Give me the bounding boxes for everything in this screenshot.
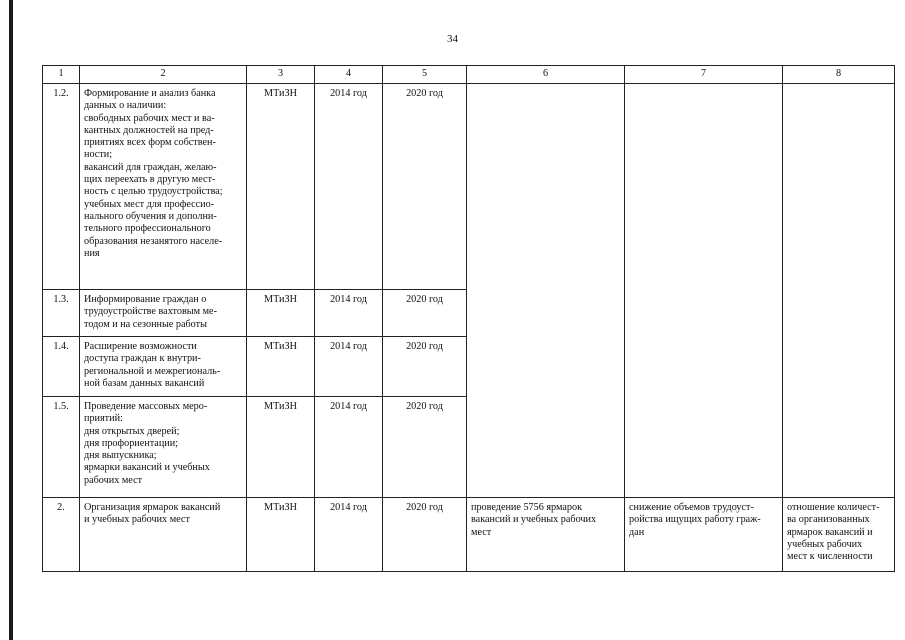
text-line: Организация ярмарок вакансий	[84, 502, 221, 513]
text-line: вакансий и учебных рабочих	[471, 514, 597, 526]
executor-cell: МТиЗН	[247, 337, 315, 397]
text-line: учебных рабочих	[787, 538, 863, 550]
text-line: дня открытых дверей;	[84, 425, 180, 437]
text-line: ния	[84, 247, 100, 259]
expected-result-cell	[467, 498, 625, 572]
row-number: 1.4.	[43, 337, 80, 397]
indicator-cell-empty	[783, 84, 895, 498]
text-line: доступа граждан к внутри-	[84, 353, 201, 365]
text-line: ной базам данных вакансий	[84, 377, 205, 389]
text-line: щих переехать в другую мест-	[84, 174, 216, 186]
end-year-cell: 2020 год	[383, 84, 467, 290]
text-line: нального обучения и дополни-	[84, 210, 217, 222]
text-line: снижение объемов трудоуст-	[629, 502, 754, 513]
risk-cell-empty	[625, 84, 783, 498]
row-number: 1.2.	[43, 84, 80, 290]
start-year-cell: 2014 год	[315, 290, 383, 337]
text-line: тельного профессионального	[84, 223, 211, 235]
measure-description	[80, 397, 247, 498]
measure-description	[80, 290, 247, 337]
text-line: ярмарок вакансий и	[787, 526, 873, 538]
text-line: вакансий для граждан, желаю-	[84, 161, 217, 173]
measure-description	[80, 337, 247, 397]
end-year-cell: 2020 год	[383, 397, 467, 498]
header-cell: 5	[383, 66, 467, 84]
executor-cell: МТиЗН	[247, 290, 315, 337]
indicator-cell	[783, 498, 895, 572]
start-year-cell: 2014 год	[315, 397, 383, 498]
header-cell: 6	[467, 66, 625, 84]
text-line: ва организованных	[787, 514, 870, 526]
risk-cell	[625, 498, 783, 572]
header-cell: 8	[783, 66, 895, 84]
header-cell: 1	[43, 66, 80, 84]
text-line: проведение 5756 ярмарок	[471, 502, 583, 513]
start-year-cell: 2014 год	[315, 498, 383, 572]
expected-result-cell-empty	[467, 84, 625, 498]
text-line: региональной и межрегиональ-	[84, 365, 221, 377]
text-line: мест к численности	[787, 551, 873, 563]
text-line: трудоустройстве вахтовым ме-	[84, 306, 217, 318]
table-header-row	[43, 66, 895, 84]
text-line: ность с целью трудоустройства;	[84, 186, 223, 198]
text-line: дан	[629, 526, 645, 538]
header-cell: 3	[247, 66, 315, 84]
end-year-cell: 2020 год	[383, 290, 467, 337]
page-number: 34	[447, 33, 458, 45]
row-number: 1.3.	[43, 290, 80, 337]
text-line: отношение количест-	[787, 502, 880, 513]
text-line: свободных рабочих мест и ва-	[84, 112, 215, 124]
text-line: и учебных рабочих мест	[84, 514, 190, 526]
measures-table	[42, 65, 895, 572]
executor-cell: МТиЗН	[247, 397, 315, 498]
header-cell: 4	[315, 66, 383, 84]
text-line: ности;	[84, 149, 113, 161]
start-year-cell: 2014 год	[315, 84, 383, 290]
executor-cell: МТиЗН	[247, 84, 315, 290]
executor-cell: МТиЗН	[247, 498, 315, 572]
text-line: Информирование граждан о	[84, 294, 207, 305]
measure-description	[80, 84, 247, 290]
text-line: дня выпускника;	[84, 450, 157, 462]
row-number: 2.	[43, 498, 80, 572]
text-line: дня профориентации;	[84, 437, 179, 449]
measure-description	[80, 498, 247, 572]
end-year-cell: 2020 год	[383, 337, 467, 397]
text-line: тодом и на сезонные работы	[84, 318, 207, 330]
table-row	[43, 498, 895, 572]
end-year-cell: 2020 год	[383, 498, 467, 572]
header-cell: 7	[625, 66, 783, 84]
table-row	[43, 84, 895, 290]
text-line: Проведение массовых меро-	[84, 401, 208, 412]
text-line: данных о наличии:	[84, 100, 167, 112]
text-line: образования незанятого населе-	[84, 235, 223, 247]
text-line: ройства ищущих работу граж-	[629, 514, 761, 526]
header-cell: 2	[80, 66, 247, 84]
binding-edge	[9, 0, 13, 640]
text-line: учебных мест для профессио-	[84, 198, 215, 210]
text-line: ярмарки вакансий и учебных	[84, 462, 210, 474]
text-line: приятий:	[84, 413, 123, 425]
text-line: Расширение возможности	[84, 341, 197, 352]
text-line: Формирование и анализ банка	[84, 88, 216, 99]
text-line: рабочих мест	[84, 474, 143, 486]
text-line: приятиях всех форм собствен-	[84, 137, 216, 149]
text-line: кантных должностей на пред-	[84, 124, 214, 136]
text-line: мест	[471, 526, 492, 538]
start-year-cell: 2014 год	[315, 337, 383, 397]
row-number: 1.5.	[43, 397, 80, 498]
